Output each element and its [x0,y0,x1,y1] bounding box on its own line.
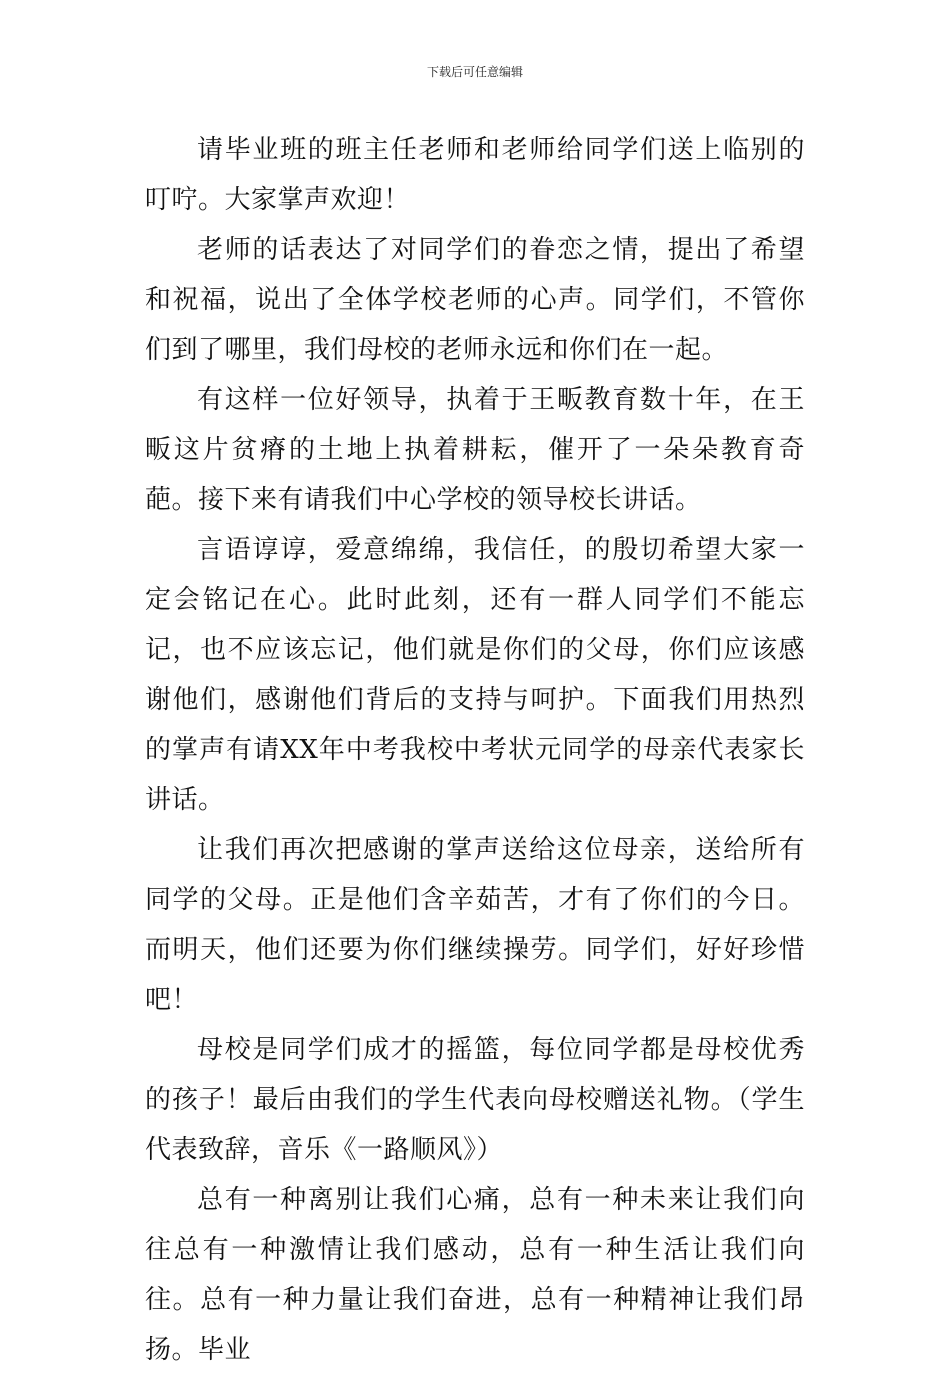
page-header: 下载后可任意编辑 [426,65,523,79]
paragraph-3: 有这样一位好领导，执着于王畈教育数十年，在王畈这片贫瘠的土地上执着耕耘，催开了一朵朵教育奇葩。接下来有请我们中心学校的领导校长讲话。 [145,385,805,515]
paragraph-1: 请毕业班的班主任老师和老师给同学们送上临别的叮咛。大家掌声欢迎！ [145,135,805,215]
paragraph-4: 言语谆谆，爱意绵绵，我信任，的殷切希望大家一定会铭记在心。此时此刻，还有一群人同学们不能忘记，也不应该忘记，他们就是你们的父母，你们应该感谢他们，感谢他们背后的支持与呵护。下面我们用热烈的掌声有请XX年中考我校中考状元同学的母亲代表家长讲话。 [145,535,805,815]
document-body [145,125,805,1375]
paragraph-6: 母校是同学们成才的摇篮，每位同学都是母校优秀的孩子！最后由我们的学生代表向母校赠送礼物。（学生代表致辞，音乐《一路顺风》） [145,1035,805,1165]
paragraph-2: 老师的话表达了对同学们的眷恋之情，提出了希望和祝福，说出了全体学校老师的心声。同学们，不管你们到了哪里，我们母校的老师永远和你们在一起。 [145,235,805,365]
paragraph-7: 总有一种离别让我们心痛，总有一种未来让我们向往总有一种激情让我们感动，总有一种生活让我们向往。总有一种力量让我们奋进，总有一种精神让我们昂扬。毕业 [145,1185,805,1365]
paragraph-5: 让我们再次把感谢的掌声送给这位母亲，送给所有同学的父母。正是他们含辛茹苦，才有了你们的今日。而明天，他们还要为你们继续操劳。同学们，好好珍惜吧！ [145,835,805,1015]
